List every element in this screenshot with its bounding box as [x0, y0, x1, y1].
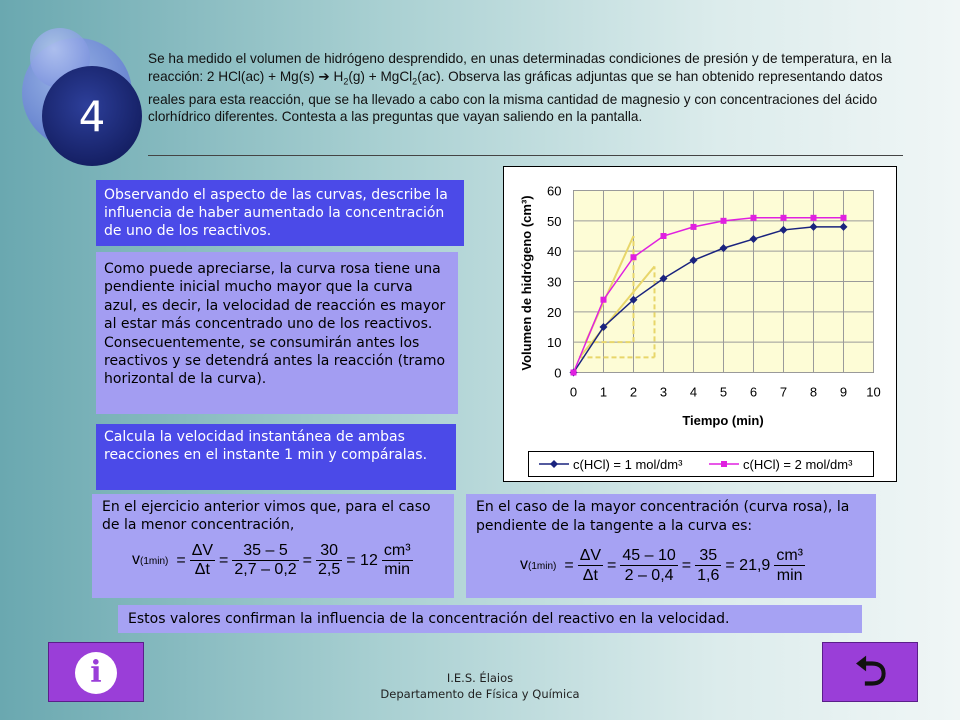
- y-axis-label: Volumen de hidrógeno (cm³): [519, 195, 534, 371]
- answer-1: Como puede apreciarse, la curva rosa tiene una pendiente inicial mucho mayor que la curva azul, es decir, la velocidad de reacción es mayor al estar más concentrado uno de los reactivos. Consecuentemente, se consumirán antes los reactivos y se detendrá antes la reacción (tramo horizontal de la curva).: [96, 252, 458, 414]
- back-button[interactable]: [822, 642, 918, 702]
- series-2-point: [571, 370, 577, 376]
- x-tick-label: 6: [749, 384, 758, 400]
- footer: [340, 670, 620, 702]
- x-tick-label: 4: [689, 384, 698, 400]
- x-tick-label: 10: [866, 384, 881, 400]
- formula-2: v(1min) = $\frac{\Delta V}{\Delta t}$ = $\frac{45 - 10}{2 - 0,4}$ = $\frac{35}{1,6}$ = 21,9 $\frac{\text{cm³}}{\min}$: [520, 547, 803, 584]
- series-2-point: [781, 215, 787, 221]
- x-tick-label: 3: [659, 384, 668, 400]
- y-tick-label: 20: [547, 304, 562, 320]
- x-tick-label: 5: [719, 384, 728, 400]
- series-2-point: [751, 215, 757, 221]
- footer-department: Departamento de Física y Química: [380, 687, 580, 701]
- x-tick-label: 0: [569, 384, 578, 400]
- series-2-point: [661, 233, 667, 239]
- series-2-point: [601, 297, 607, 303]
- conclusion: Estos valores confirman la influencia de la concentración del reactivo en la velocidad.: [118, 605, 862, 633]
- series-2-point: [841, 215, 847, 221]
- x-axis-label: Tiempo (min): [682, 413, 764, 428]
- y-tick-label: 60: [547, 183, 562, 199]
- info-button[interactable]: [48, 642, 144, 702]
- series-2-point: [691, 224, 697, 230]
- formula-1: v(1min) = $\frac{\Delta V}{\Delta t}$ = $\frac{35 - 5}{2,7 - 0,2}$ = $\frac{30}{2,5}$ = 12 $\frac{\text{cm³}}{\min}$: [132, 542, 411, 578]
- y-tick-label: 10: [547, 335, 562, 351]
- legend-label-1: c(HCl) = 1 mol/dm³: [573, 457, 683, 472]
- series-2-point: [811, 215, 817, 221]
- intro-text: Se ha medido el volumen de hidrógeno desprendido, en unas determinadas condiciones de presión y de temperatura, en la reacción: 2 HCl(ac) + Mg(s) ➔ $H_2(g)$ + MgCl$_2$(ac). Observa las gráficas adjuntas que se han obtenido representando datos reales para esta reacción, que se ha llevado a cabo con la misma cantidad de magnesio y con concentraciones del ácido clorhídrico diferentes. Contesta a las preguntas que vayan saliendo en la pantalla.: [148, 51, 892, 125]
- question-2: Calcula la velocidad instantánea de ambas reacciones en el instante 1 min y compáralas.: [96, 424, 456, 490]
- question-1: Observando el aspecto de las curvas, describe la influencia de haber aumentado la concentración de uno de los reactivos.: [96, 180, 464, 246]
- divider: [148, 155, 903, 156]
- x-tick-label: 1: [599, 384, 608, 400]
- legend-label-2: c(HCl) = 2 mol/dm³: [743, 457, 853, 472]
- arrow-right-icon: ➔: [318, 68, 330, 84]
- series-2-point: [631, 254, 637, 260]
- y-tick-label: 40: [547, 244, 562, 260]
- x-tick-label: 7: [779, 384, 788, 400]
- y-tick-label: 50: [547, 213, 562, 229]
- slide-number: 4: [78, 92, 106, 141]
- series-2-point: [721, 218, 727, 224]
- x-tick-label: 8: [809, 384, 818, 400]
- y-tick-label: 0: [554, 365, 562, 381]
- chart: [503, 166, 897, 482]
- back-arrow-icon: ⮌: [854, 649, 888, 695]
- answer-3: En el caso de la mayor concentración (curva rosa), la pendiente de la tangente a la curva es: v(1min) = $\frac{\Delta V}{\Delta t}$ = $\frac{45 - 10}{2 - 0,4}$ = $\frac{35}{1,6}$ = 21,9 $\frac{\text{cm³}}{\min}$: [466, 494, 876, 598]
- x-tick-label: 9: [839, 384, 848, 400]
- x-tick-label: 2: [629, 384, 638, 400]
- legend-marker-2: [721, 461, 727, 467]
- info-glyph: i: [90, 655, 102, 690]
- y-tick-label: 30: [547, 274, 562, 290]
- footer-school: I.E.S. Élaios: [446, 671, 514, 685]
- answer-2: En el ejercicio anterior vimos que, para el caso de la menor concentración, v(1min) = $\frac{\Delta V}{\Delta t}$ = $\frac{35 - 5}{2,7 - 0,2}$ = $\frac{30}{2,5}$ = 12 $\frac{\text{cm³}}{\min}$: [92, 494, 454, 598]
